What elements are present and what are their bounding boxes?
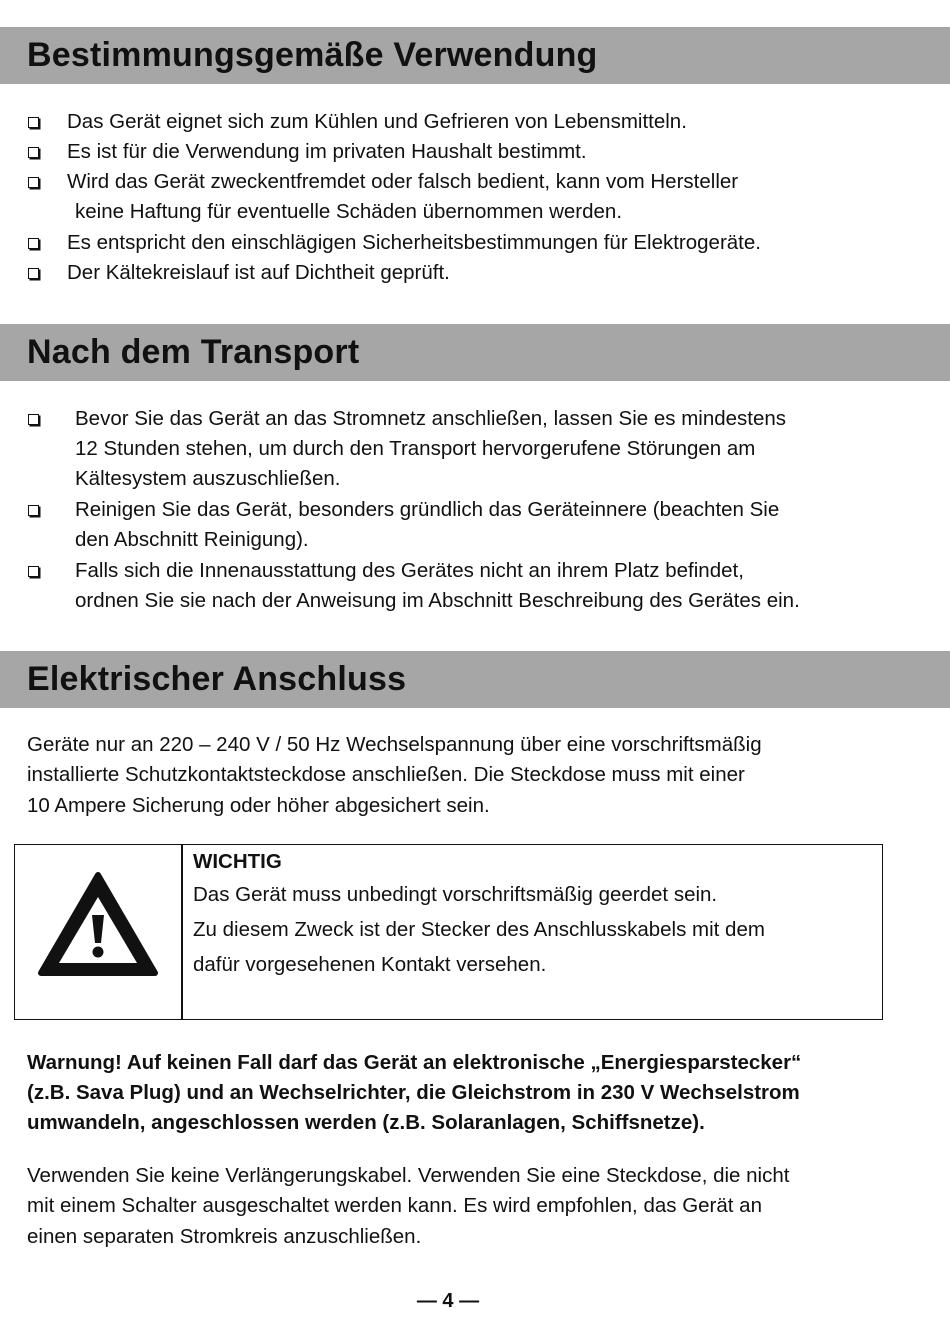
- notice-text: Zu diesem Zweck ist der Stecker des Anschlusskabels mit dem: [193, 918, 765, 941]
- checkbox-bullet-icon: [28, 566, 39, 577]
- section-title: Nach dem Transport: [27, 333, 360, 371]
- notice-text: dafür vorgesehenen Kontakt versehen.: [193, 953, 547, 976]
- notice-text: Das Gerät muss unbedingt vorschriftsmäßig geerdet sein.: [193, 883, 718, 906]
- section-header-after-transport: [0, 324, 950, 381]
- checkbox-bullet-icon: [28, 238, 39, 249]
- checkbox-bullet-icon: [28, 117, 39, 128]
- section-header-intended-use: [0, 27, 950, 84]
- page-number: — 4 —: [416, 1290, 480, 1312]
- notice-title: WICHTIG: [193, 850, 282, 873]
- checkbox-bullet-icon: [28, 505, 39, 516]
- checkbox-bullet-icon: [28, 268, 39, 279]
- checkbox-bullet-icon: [28, 414, 39, 425]
- section-title: Elektrischer Anschluss: [27, 660, 407, 698]
- important-notice-box: [14, 844, 883, 1020]
- section-header-electrical-connection: [0, 651, 950, 708]
- checkbox-bullet-icon: [28, 147, 39, 158]
- notice-divider: [181, 845, 183, 1019]
- checkbox-bullet-icon: [28, 177, 39, 188]
- warning-triangle-icon: [37, 871, 159, 979]
- section-title: Bestimmungsgemäße Verwendung: [27, 36, 598, 74]
